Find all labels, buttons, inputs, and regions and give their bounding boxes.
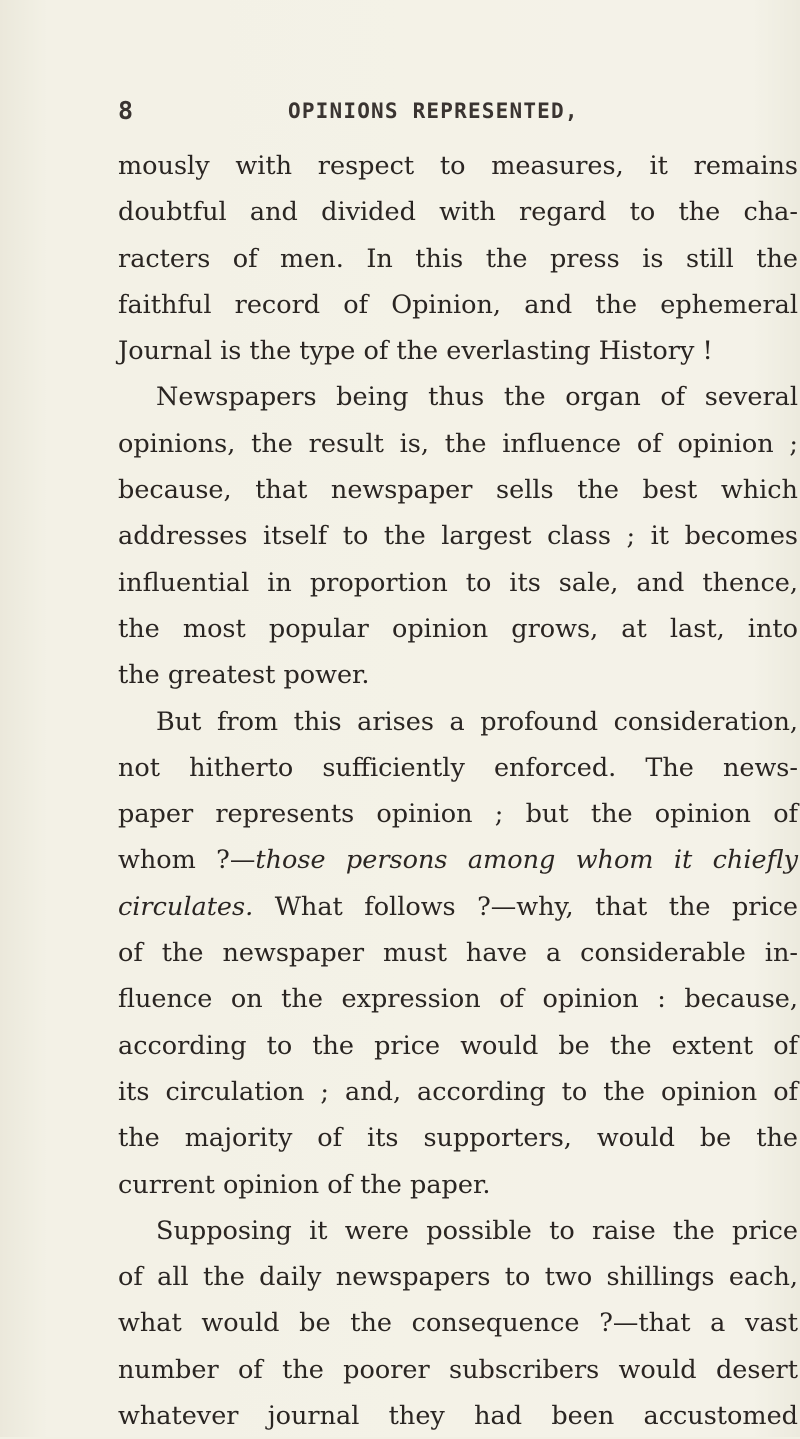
- text-line: [118, 374, 798, 420]
- line-text: whatever journal they had been accustomed: [118, 1401, 798, 1432]
- text-line: [118, 328, 798, 374]
- page-number: 8: [118, 96, 134, 125]
- line-text: not hitherto sufficiently enforced. The news-: [118, 752, 798, 783]
- text-line: [118, 930, 798, 976]
- line-text: Journal is the type of the everlasting History !: [118, 336, 713, 367]
- line-text: current opinion of the paper.: [118, 1169, 491, 1200]
- text-line: [118, 1115, 798, 1161]
- text-line: [118, 1162, 798, 1208]
- text-line: [118, 1023, 798, 1069]
- text-line: [118, 837, 798, 883]
- text-line: [118, 1347, 798, 1393]
- line-text: of the newspaper must have a considerable in-: [118, 938, 798, 969]
- text-line: [118, 652, 798, 698]
- line-text: influential in proportion to its sale, and thence,: [118, 567, 798, 598]
- text-line: [118, 745, 798, 791]
- text-line: [118, 884, 798, 930]
- line-text: mously with respect to measures, it remains: [118, 151, 798, 181]
- text-line: [118, 1254, 798, 1300]
- italic-text: those persons among whom it chiefly: [255, 845, 799, 876]
- line-text: according to the price would be the extent of: [118, 1030, 798, 1061]
- line-text: what would be the consequence ?—that a vast: [118, 1308, 798, 1339]
- text-line: [118, 560, 798, 606]
- text-line: [118, 1300, 798, 1346]
- line-text: addresses itself to the largest class ; it becomes: [118, 521, 798, 552]
- line-text: the majority of its supporters, would be the: [118, 1123, 798, 1154]
- text-line: [118, 421, 798, 467]
- line-text: What follows ?—why, that the price: [253, 891, 798, 922]
- line-text: racters of men. In this the press is still the: [118, 243, 798, 274]
- running-head: [118, 96, 798, 136]
- line-text: the most popular opinion grows, at last, into: [118, 613, 798, 644]
- line-text: doubtful and divided with regard to the cha-: [118, 197, 798, 228]
- text-line: [118, 282, 798, 328]
- italic-text: circulates.: [118, 891, 254, 922]
- text-line: [118, 143, 798, 189]
- line-text: number of the poorer subscribers would desert: [118, 1354, 798, 1385]
- text-line: [118, 976, 798, 1022]
- line-text: Supposing it were possible to raise the price: [156, 1215, 798, 1246]
- text-line: [118, 606, 798, 652]
- text-line: [118, 791, 798, 837]
- line-text: Newspapers being thus the organ of several: [156, 382, 798, 413]
- text-line: [118, 1208, 798, 1254]
- text-line: [118, 1069, 798, 1115]
- text-line: [118, 699, 798, 745]
- line-text: because, that newspaper sells the best which: [118, 475, 798, 506]
- text-line: [118, 189, 798, 235]
- text-line: [118, 513, 798, 559]
- line-text: fluence on the expression of opinion : because,: [118, 984, 798, 1015]
- line-text: its circulation ; and, according to the opinion of: [118, 1076, 798, 1107]
- line-text: paper represents opinion ; but the opinion of: [118, 799, 798, 830]
- line-text: But from this arises a profound consideration,: [156, 706, 798, 737]
- line-text: opinions, the result is, the influence of opinion ;: [118, 428, 798, 459]
- text-line: [118, 1393, 798, 1439]
- line-text: of all the daily newspapers to two shillings each,: [118, 1262, 798, 1293]
- text-line: [118, 467, 798, 513]
- line-text: faithful record of Opinion, and the ephemeral: [118, 289, 798, 320]
- line-text: the greatest power.: [118, 660, 370, 691]
- body-text: [118, 143, 798, 1439]
- running-head-title: OPINIONS REPRESENTED,: [288, 99, 579, 123]
- text-line: [118, 236, 798, 282]
- line-text: whom ?—: [118, 845, 256, 876]
